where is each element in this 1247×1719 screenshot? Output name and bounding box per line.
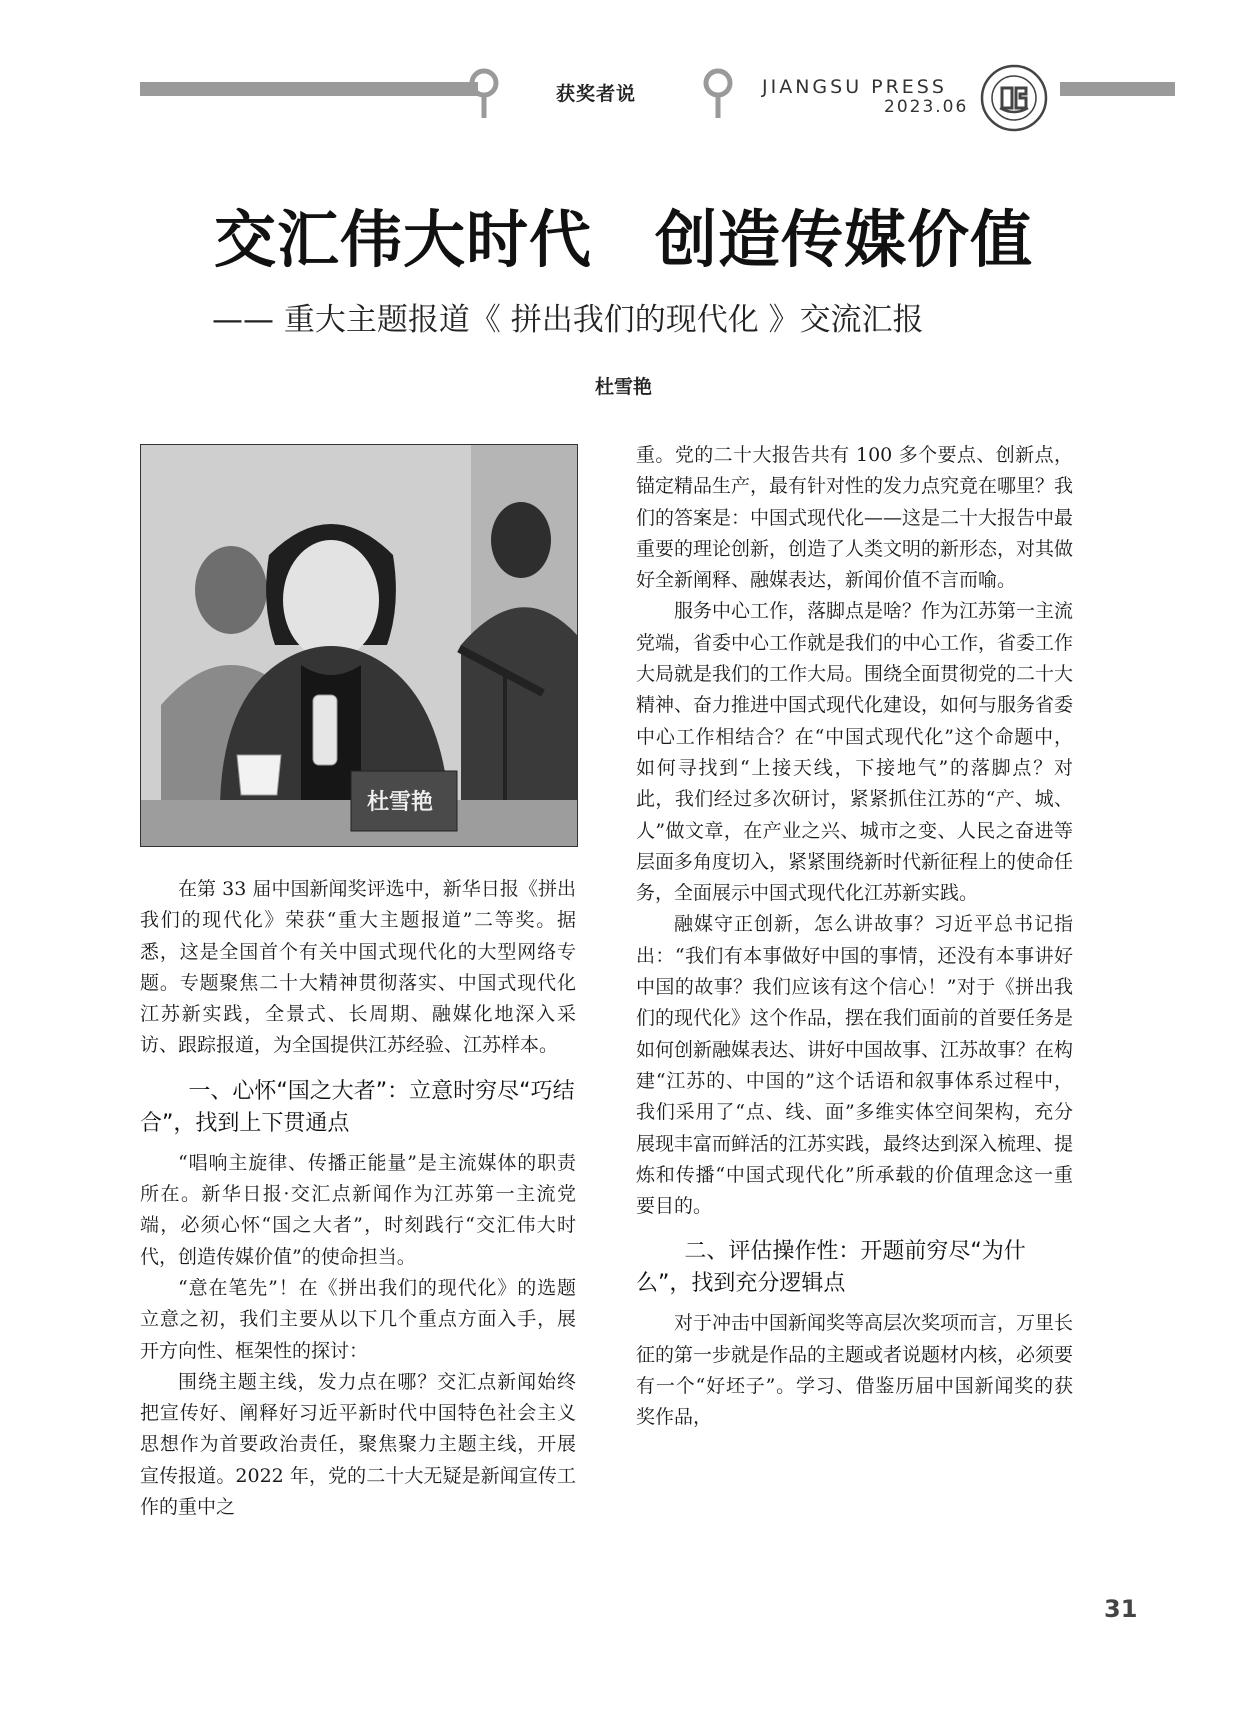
left-column — [140, 874, 576, 1523]
press-name: JIANGSU PRESS — [762, 76, 947, 98]
article-title: 交汇伟大时代 创造传媒价值 — [213, 203, 1033, 276]
page-number: 31 — [1104, 1595, 1138, 1623]
body-paragraph: 服务中心工作，落脚点是啥？作为江苏第一主流党端，省委中心工作就是我们的中心工作，省委工作大局就是我们的工作大局。围绕全面贯彻党的二十大精神、奋力推进中国式现代化建设，如何与服务省委中心工作相结合？在“中国式现代化”这个命题中，如何寻找到“上接天线，下接地气”的落脚点？对此，我们经过多次研讨，紧紧抓住江苏的“产、城、人”做文章，在产业之兴、城市之变、人民之奋进等层面多角度切入，紧紧围绕新时代新征程上的使命任务，全面展示中国式现代化江苏新实践。 — [636, 600, 1074, 905]
intro-paragraph: 在第 33 届中国新闻奖评选中，新华日报《拼出我们的现代化》荣获“重大主题报道”二等奖。据悉，这是全国首个有关中国式现代化的大型网络专题。专题聚焦二十大精神贯彻落实、中国式现代化江苏新实践，全景式、长周期、融媒化地深入采访、跟踪报道，为全国提供江苏经验、江苏样本。 — [140, 878, 576, 1057]
article-author: 杜雪艳 — [594, 376, 652, 398]
right-column — [636, 440, 1073, 1434]
body-paragraph: 围绕主题主线，发力点在哪？交汇点新闻始终把宣传好、阐释好习近平新时代中国特色社会主义思想作为首要政治责任，聚焦聚力主题主线，开展宣传报道。2022 年，党的二十大无疑是新闻宣传工作的重中之 — [140, 1370, 576, 1519]
map-pin-icon — [703, 68, 733, 120]
body-paragraph: 融媒守正创新，怎么讲故事？习近平总书记指出：“我们有本事做好中国的事情，还没有本事讲好中国的故事？我们应该有这个信心！”对于《拼出我们的现代化》这个作品，摆在我们面前的首要任务是如何创新融媒表达、讲好中国故事、江苏故事？在构建“江苏的、中国的”这个话语和叙事体系过程中，我们采用了“点、线、面”多维实体空间架构，充分展现丰富而鲜活的江苏实践，最终达到深入梳理、提炼和传播“中国式现代化”所承载的价值理念这一重要目的。 — [636, 913, 1074, 1218]
body-paragraph-continued: 重。党的二十大报告共有 100 多个要点、创新点，锚定精品生产，最有针对性的发力点究竟在哪里？我们的答案是：中国式现代化——这是二十大报告中最重要的理论创新，创造了人类文明的新形态，对其做好全新阐释、融媒表达，新闻价值不言而喻。 — [636, 444, 1074, 592]
body-paragraph: “意在笔先”！在《拼出我们的现代化》的选题立意之初，我们主要从以下几个重点方面入手，展开方向性、框架性的探讨： — [140, 1276, 576, 1362]
header-rule-left — [140, 82, 478, 96]
press-issue: 2023.06 — [884, 97, 969, 117]
header-rule-right — [1060, 82, 1175, 96]
section-heading-1: 一、心怀“国之大者”：立意时穷尽“巧结合”，找到上下贯通点 — [140, 1078, 575, 1136]
section-heading-2: 二、评估操作性：开题前穷尽“为什么”，找到充分逻辑点 — [636, 1239, 1026, 1297]
article-subtitle: —— 重大主题报道《 拼出我们的现代化 》交流汇报 — [212, 302, 924, 338]
nameplate-text: 杜雪艳 — [367, 789, 434, 815]
section-label: 获奖者说 — [556, 83, 637, 105]
press-seal-logo — [980, 64, 1048, 132]
body-paragraph: 对于冲击中国新闻奖等高层次奖项而言，万里长征的第一步就是作品的主题或者说题材内核，必须要有一个“好坯子”。学习、借鉴历届中国新闻奖的获奖作品， — [636, 1312, 1074, 1429]
map-pin-icon — [469, 68, 499, 120]
speaker-photo — [140, 444, 578, 847]
body-paragraph: “唱响主旋律、传播正能量”是主流媒体的职责所在。新华日报·交汇点新闻作为江苏第一主流党端，必须心怀“国之大者”，时刻践行“交汇伟大时代，创造传媒价值”的使命担当。 — [140, 1151, 576, 1268]
